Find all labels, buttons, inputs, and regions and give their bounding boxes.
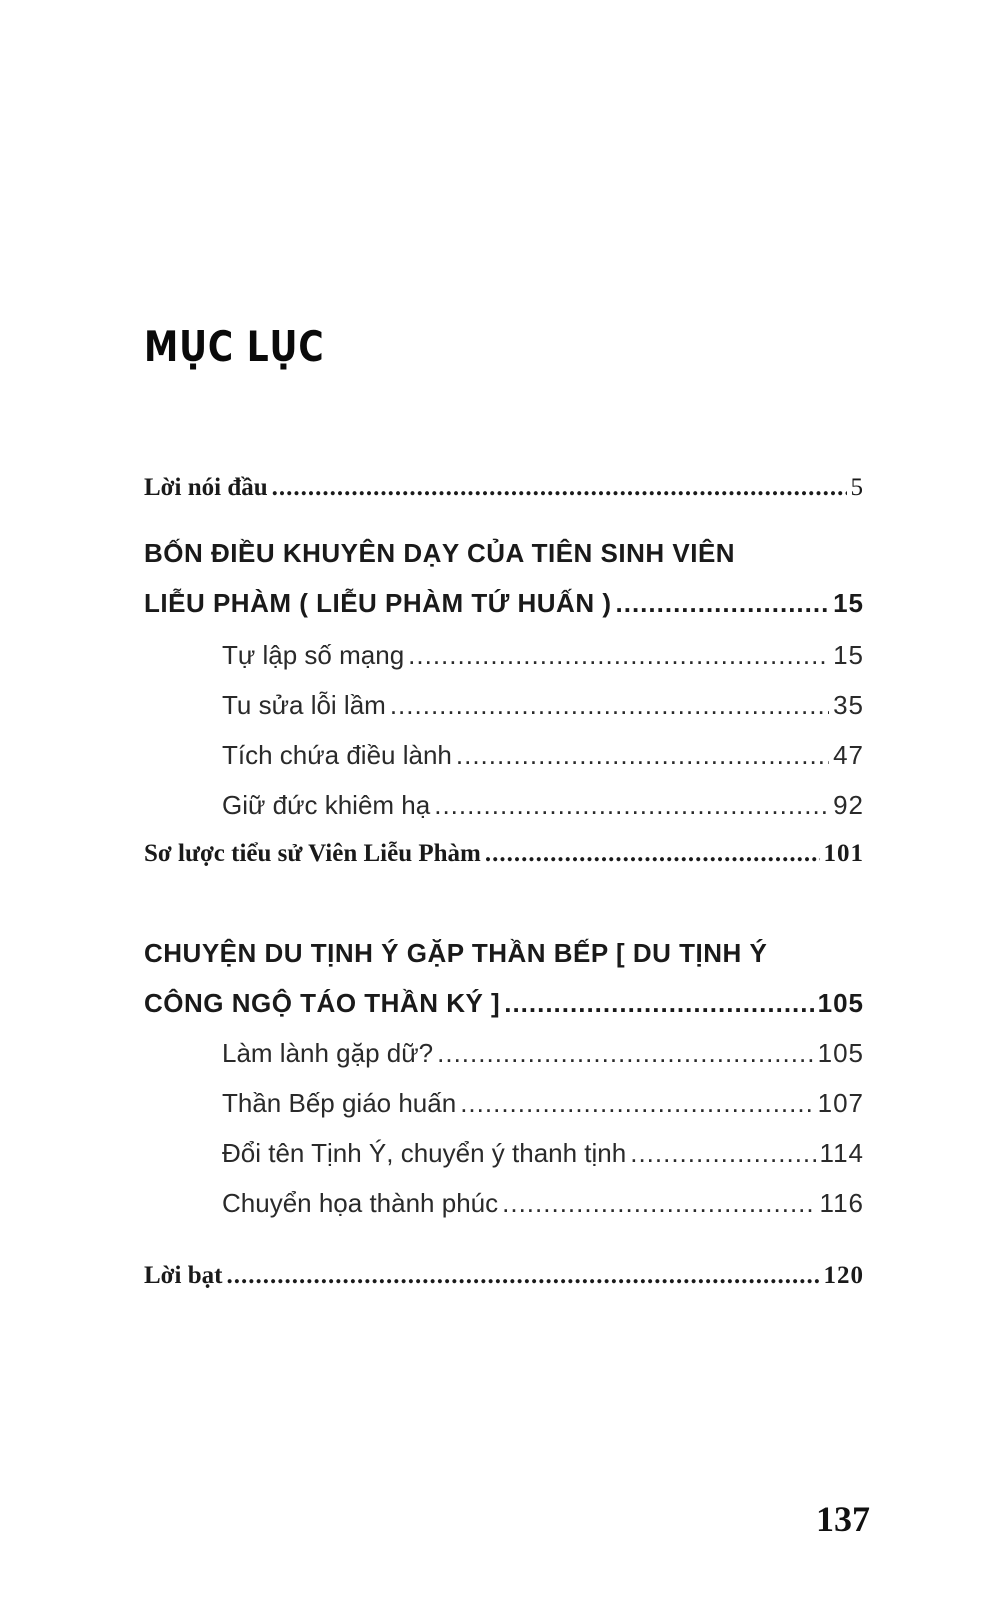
toc-subentry-label: Thần Bếp giáo huấn	[222, 1088, 457, 1118]
dot-leader	[390, 690, 829, 721]
toc-page-number: 116	[819, 1188, 864, 1218]
page-title: MỤC LỤC	[144, 322, 325, 371]
toc-part1-heading-line2: LIỄU PHÀM ( LIỄU PHÀM TỨ HUẤN )	[144, 588, 612, 618]
toc-subentry	[222, 1188, 864, 1219]
toc-page-number: 47	[833, 740, 864, 770]
toc-part1-heading-line1: BỐN ĐIỀU KHUYÊN DẠY CỦA TIÊN SINH VIÊN	[144, 538, 736, 568]
toc-subentry	[222, 790, 864, 821]
dot-leader	[504, 988, 813, 1019]
toc-subentry	[222, 1038, 864, 1069]
toc-subentry	[222, 1138, 864, 1169]
dot-leader	[630, 1138, 815, 1169]
toc-part1-heading	[144, 588, 864, 619]
toc-page-number: 92	[833, 790, 864, 820]
toc-entry-biography	[144, 840, 864, 868]
toc-part2-heading-line1: CHUYỆN DU TỊNH Ý GẶP THẦN BẾP [ DU TỊNH Ý	[144, 938, 768, 968]
toc-subentry-label: Chuyển họa thành phúc	[222, 1188, 499, 1218]
dot-leader	[437, 1038, 813, 1069]
toc-subentry-label: Tu sửa lỗi lầm	[222, 690, 386, 720]
toc-subentry-label: Giữ đức khiêm hạ	[222, 790, 431, 820]
toc-page-number: 15	[833, 640, 864, 670]
dot-leader	[456, 740, 829, 771]
toc-entry-afterword	[144, 1262, 864, 1290]
toc-part2-heading-line2: CÔNG NGỘ TÁO THẦN KÝ ]	[144, 988, 501, 1018]
toc-entry-label: Sơ lược tiểu sử Viên Liễu Phàm	[144, 840, 481, 867]
dot-leader	[408, 640, 829, 671]
toc-page-number: 101	[823, 840, 864, 867]
toc-page-number: 105	[817, 988, 864, 1018]
toc-subentry	[222, 690, 864, 721]
toc-page-number: 114	[819, 1138, 864, 1168]
dot-leader	[616, 588, 830, 619]
toc-subentry-label: Tích chứa điều lành	[222, 740, 452, 770]
toc-entry-preface	[144, 474, 864, 502]
dot-leader	[485, 840, 820, 868]
toc-part2-heading	[144, 988, 864, 1019]
toc-page-number: 35	[833, 690, 864, 720]
dot-leader	[272, 474, 847, 502]
toc-entry-label: Lời nói đầu	[144, 474, 268, 501]
toc-subentry-label: Đổi tên Tịnh Ý, chuyển ý thanh tịnh	[222, 1138, 627, 1168]
toc-page-number: 5	[850, 474, 864, 501]
toc-subentry-label: Tự lập số mạng	[222, 640, 405, 670]
toc-page-number: 107	[817, 1088, 864, 1118]
toc-page-number: 15	[833, 588, 864, 618]
toc-entry-label: Lời bạt	[144, 1262, 223, 1289]
toc-subentry	[222, 640, 864, 671]
dot-leader	[434, 790, 829, 821]
toc-page-number: 120	[823, 1262, 864, 1289]
toc-subentry	[222, 1088, 864, 1119]
toc-page-number: 105	[817, 1038, 864, 1068]
toc-subentry-label: Làm lành gặp dữ?	[222, 1038, 434, 1068]
dot-leader	[460, 1088, 813, 1119]
page-number: 137	[816, 1499, 870, 1539]
dot-leader	[226, 1262, 819, 1290]
dot-leader	[502, 1188, 815, 1219]
toc-subentry	[222, 740, 864, 771]
